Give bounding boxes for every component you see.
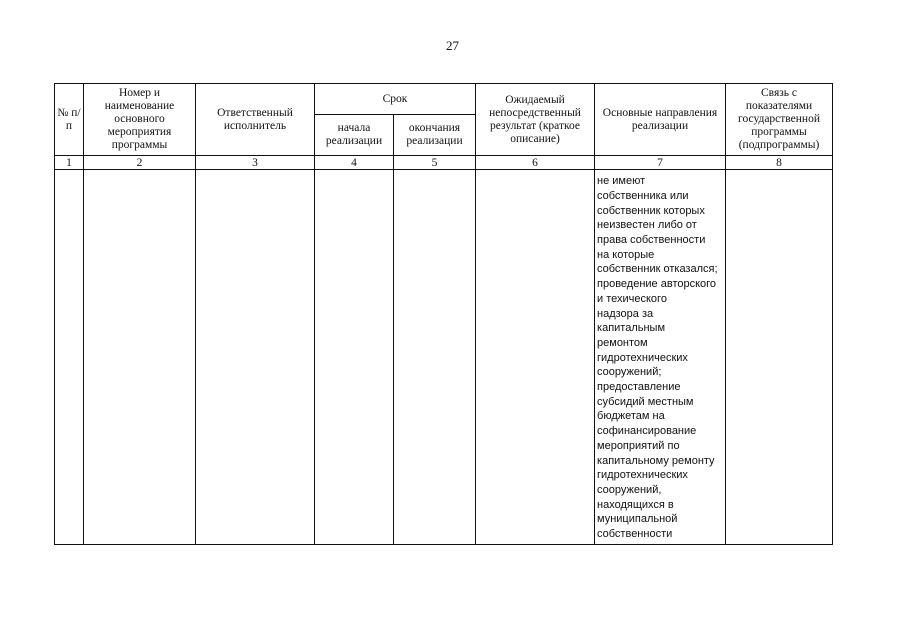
cell-measure-name xyxy=(84,170,196,545)
main-directions-line: мероприятий по xyxy=(597,439,680,452)
header-indicator-link: Связь с показателями государственной программы (подпрограммы) xyxy=(726,84,833,156)
header-term: Срок xyxy=(315,84,476,115)
main-directions-line: надзора за xyxy=(597,307,654,320)
column-number: 2 xyxy=(84,156,196,170)
main-directions-line: софинансирование xyxy=(597,425,697,438)
main-directions-text xyxy=(597,174,725,542)
main-directions-line: собственник отказался; xyxy=(597,263,718,276)
main-directions-line: собственности xyxy=(597,528,673,541)
header-measure-name: Номер и наименование основного мероприятия программы xyxy=(84,84,196,156)
main-directions-line: права собственности xyxy=(597,234,706,247)
main-directions-line: и техического xyxy=(597,292,667,305)
main-directions-line: гидротехнических xyxy=(597,469,688,482)
main-directions-line: собственника или xyxy=(597,189,689,202)
main-directions-line: проведение авторского xyxy=(597,278,717,291)
header-end: окончания реализации xyxy=(394,115,476,156)
page-number: 27 xyxy=(446,38,459,53)
cell-number xyxy=(55,170,84,545)
header-row xyxy=(55,84,833,115)
main-directions-line: ремонтом xyxy=(597,336,648,349)
cell-indicator-link xyxy=(726,170,833,545)
cell-responsible xyxy=(196,170,315,545)
main-directions-line: капитальным xyxy=(597,322,666,335)
main-directions-line: субсидий местным xyxy=(597,395,694,408)
main-directions-line: бюджетам на xyxy=(597,410,665,423)
main-directions-line: не имеют xyxy=(597,175,646,188)
main-directions-line: муниципальной xyxy=(597,513,678,526)
cell-main-directions xyxy=(595,170,726,545)
main-directions-line: гидротехнических xyxy=(597,351,688,364)
measures-table xyxy=(54,83,833,545)
main-directions-line: на которые xyxy=(597,248,655,261)
column-number: 4 xyxy=(315,156,394,170)
main-directions-line: неизвестен либо от xyxy=(597,219,697,232)
main-directions-line: собственник которых xyxy=(597,204,705,217)
cell-start xyxy=(315,170,394,545)
main-directions-line: предоставление xyxy=(597,381,681,394)
header-expected-result: Ожидаемый непосредственный результат (краткое описание) xyxy=(476,84,595,156)
table-row xyxy=(55,170,833,545)
header-responsible: Ответственный исполнитель xyxy=(196,84,315,156)
cell-expected-result xyxy=(476,170,595,545)
header-start: начала реализации xyxy=(315,115,394,156)
column-number-row xyxy=(55,156,833,170)
header-number: № п/п xyxy=(55,84,84,156)
column-number: 6 xyxy=(476,156,595,170)
main-directions-line: сооружений; xyxy=(597,366,662,379)
cell-end xyxy=(394,170,476,545)
column-number: 7 xyxy=(595,156,726,170)
column-number: 1 xyxy=(55,156,84,170)
column-number: 3 xyxy=(196,156,315,170)
main-directions-line: находящихся в xyxy=(597,498,674,511)
column-number: 8 xyxy=(726,156,833,170)
header-main-directions: Основные направления реализации xyxy=(595,84,726,156)
column-number: 5 xyxy=(394,156,476,170)
main-directions-line: сооружений, xyxy=(597,483,662,496)
main-directions-line: капитальному ремонту xyxy=(597,454,715,467)
